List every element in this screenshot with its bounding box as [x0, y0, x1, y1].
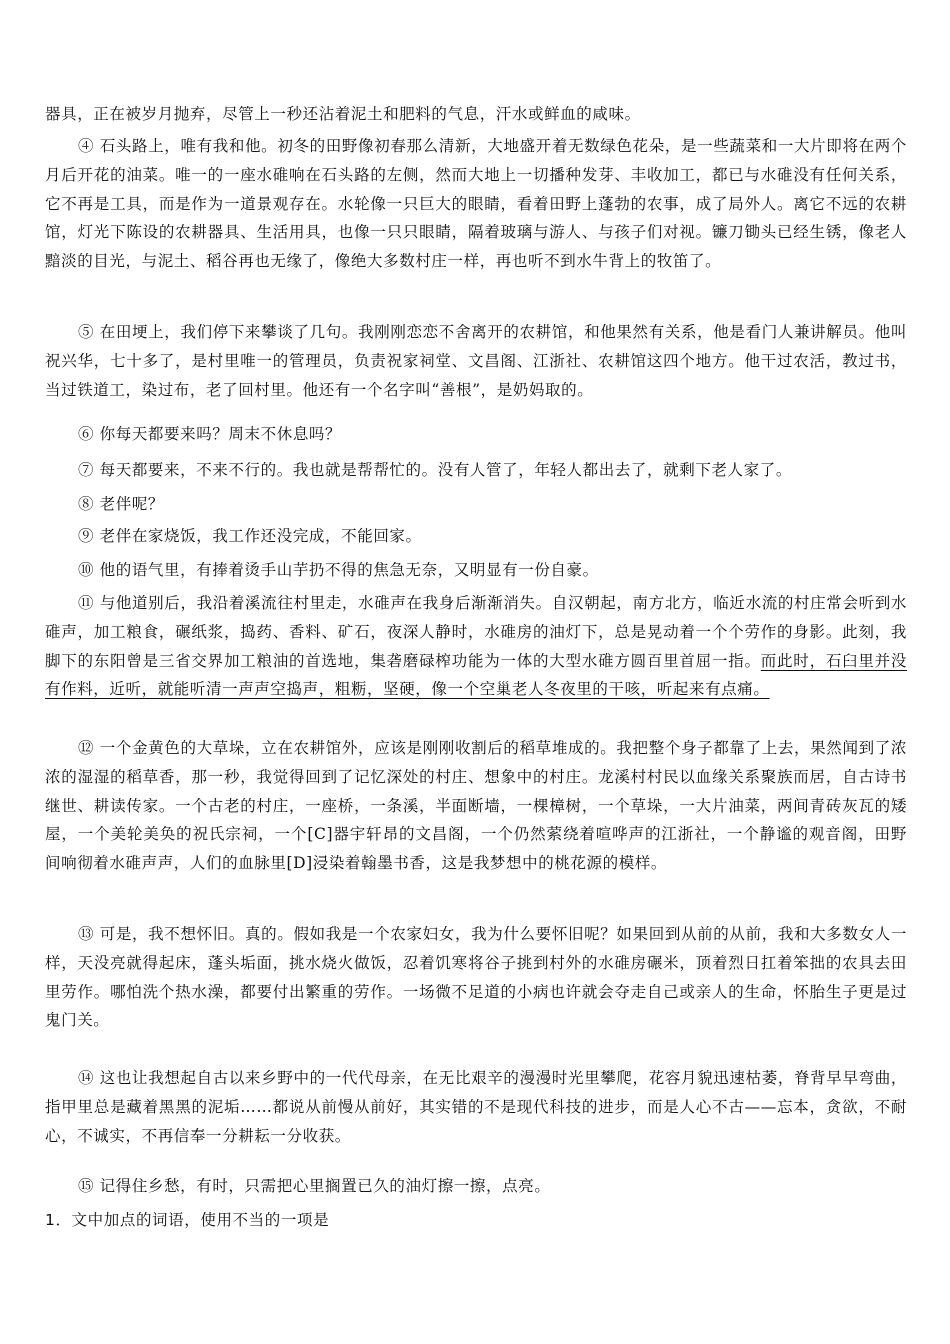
paragraph-15: ⑮ 记得住乡愁，有时，只需把心里搁置已久的油灯擦一擦，点亮。: [78, 1177, 551, 1195]
paragraph-intro: 器具，正在被岁月抛弃，尽管上一秒还沾着泥土和肥料的气息，汗水或鲜血的咸味。: [45, 105, 641, 123]
paragraph-7: ⑦ 每天都要来，不来不行的。我也就是帮帮忙的。没有人管了，年轻人都出去了，就剩下老人家了。: [78, 461, 792, 479]
paragraph-8: ⑧ 老伴呢？: [78, 495, 165, 513]
paragraph-14: ⑭ 这也让我想起自古以来乡野中的一代代母亲，在无比艰辛的漫漫时光里攀爬，花容月貌迅速枯萎，脊背早早弯曲，指甲里总是藏着黑黑的泥垢……都说从前慢从前好，其实错的不是现代科技的进步，而是人心不古——忘本，贪欲，不耐心，不诚实，不再信奉一分耕耘一分收获。: [45, 1069, 907, 1145]
paragraph-11: [45, 589, 907, 704]
paragraph-12: ⑫ 一个金黄色的大草垛，立在农耕馆外，应该是刚刚收割后的稻草堆成的。我把整个身子都靠了上去，果然闻到了浓浓的湿湿的稻草香，那一秒，我觉得回到了记忆深处的村庄、想象中的村庄。龙溪村村民以血缘关系聚族而居，自古诗书继世、耕读传家。一个古老的村庄，一座桥，一条溪，半面断墙，一棵樟树，一个草垛，一大片油菜，两间青砖灰瓦的矮屋，一个美轮美奂的祝氏宗祠，一个[C]器宇轩昂的文昌阁，一个仍然萦绕着喧哗声的江浙社，一个静谧的观音阁，田野间响彻着水碓声声，人们的血脉里[D]浸染着翰墨书香，这是我梦想中的桃花源的模样。: [45, 739, 907, 873]
paragraph-10: ⑩ 他的语气里，有捧着烫手山芋扔不得的焦急无奈，又明显有一份自豪。: [78, 561, 599, 579]
paragraph-6: ⑥ 你每天都要来吗？周末不休息吗？: [78, 425, 342, 443]
paragraph-13: ⑬ 可是，我不想怀旧。真的。假如我是一个农家妇女，我为什么要怀旧呢？如果回到从前的从前，我和大多数女人一样，天没亮就得起床，蓬头垢面，挑水烧火做饭，忍着饥寒将谷子挑到村外的水碓房碾米，顶着烈日扛着笨拙的农具去田里劳作。哪怕洗个热水澡，都要付出繁重的劳作。一场微不足道的小病也许就会夺走自己或亲人的生命，怀胎生子更是过鬼门关。: [45, 925, 907, 1030]
question-1: 1．文中加点的词语，使用不当的一项是: [45, 1211, 330, 1229]
paragraph-5: ⑤ 在田埂上，我们停下来攀谈了几句。我刚刚恋恋不舍离开的农耕馆，和他果然有关系，他是看门人兼讲解员。他叫祝兴华，七十多了，是村里唯一的管理员，负责祝家祠堂、文昌阁、江浙社、农耕馆这四个地方。他干过农活，教过书，当过铁道工，染过布，老了回村里。他还有一个名字叫“善根”，是奶妈取的。: [45, 323, 907, 399]
paragraph-11-underlined-sentence: 而此时，石臼里并没有作料，近听，就能听清一声声空捣声，粗粝，坚硬，像一个空巢老人冬夜里的干咳，听起来有点痛。: [45, 651, 908, 699]
paragraph-9: ⑨ 老伴在家烧饭，我工作还没完成，不能回家。: [78, 527, 422, 545]
paragraph-4: ④ 石头路上，唯有我和他。初冬的田野像初春那么清新，大地盛开着无数绿色花朵，是一些蔬菜和一大片即将在两个月后开花的油菜。唯一的一座水碓响在石头路的左侧，然而大地上一切播种发芽、丰收加工，都已与水碓没有任何关系，它不再是工具，而是作为一道景观存在。水轮像一只巨大的眼睛，看着田野上蓬勃的农事，成了局外人。离它不远的农耕馆，灯光下陈设的农耕器具、生活用具，也像一只只眼睛，隔着玻璃与游人、与孩子们对视。镰刀锄头已经生锈，像老人黯淡的目光，与泥土、稻谷再也无缘了，像绝大多数村庄一样，再也听不到水牛背上的牧笛了。: [45, 137, 907, 271]
paragraph-11-main: ⑪ 与他道别后，我沿着溪流往村里走，水碓声在我身后渐渐消失。自汉朝起，南方北方，临近水流的村庄常会听到水碓声，加工粮食，碾纸浆，捣药、香料、矿石，夜深人静时，水碓房的油灯下，总是晃动着一个个劳作的身影。此刻，我脚下的东阳曾是三省交界加工粮油的首选地，集砻磨碌榨功能为一体的大型水碓方圆百里首屈一指。: [45, 594, 907, 670]
